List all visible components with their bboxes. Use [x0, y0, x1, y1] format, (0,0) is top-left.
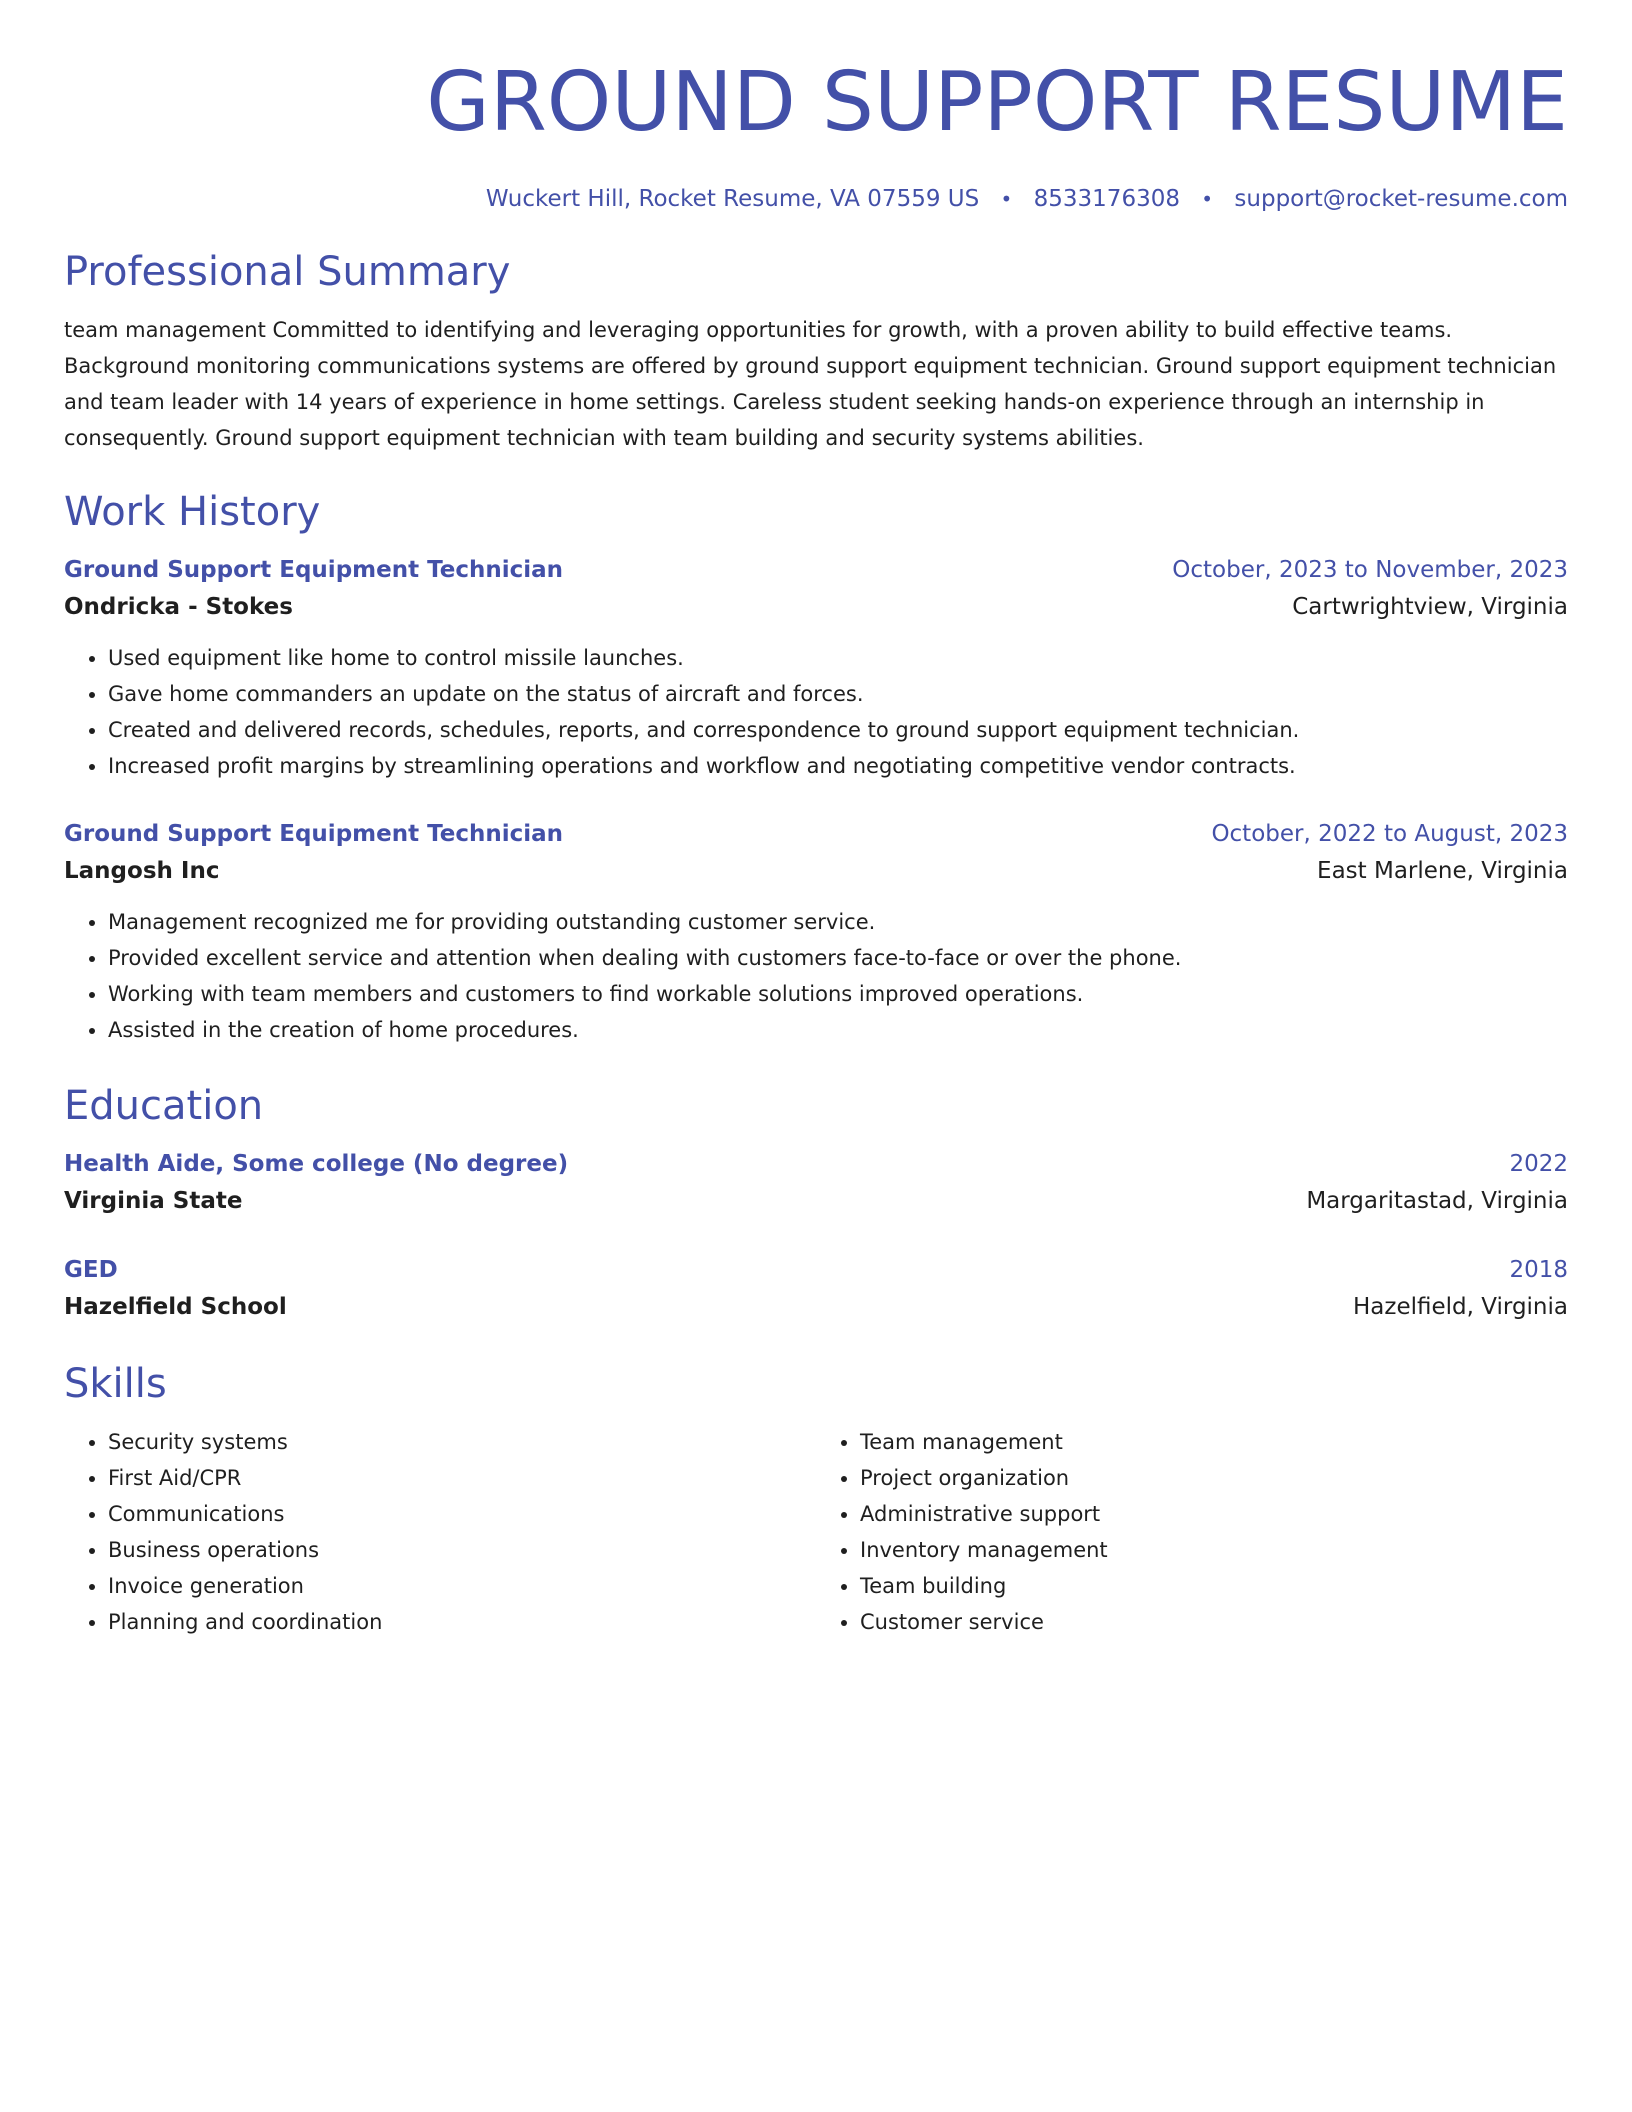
skill-item: • Communications — [108, 1496, 816, 1532]
summary-text: team management Committed to identifying and leveraging opportunities for growth, with a proven ability to build effective teams. Background monitoring communications systems are offered by ground support equipment technician. Ground support equipment technician and team leader with 14 years of experience in home settings. Careless student seeking hands-on experience through an internship in consequently. Ground support equipment technician with team building and security systems abilities. — [64, 318, 1557, 450]
skills-column-left — [64, 1424, 816, 1640]
skill-item: • Inventory management — [860, 1532, 1568, 1568]
job-location: East Marlene, Virginia — [1317, 858, 1568, 884]
skills-grid — [64, 1424, 1568, 1640]
contact-separator: • — [1000, 187, 1013, 211]
resume-header — [64, 0, 1568, 216]
job-dates: October, 2022 to August, 2023 — [1211, 821, 1568, 847]
education-location: Margaritastad, Virginia — [1306, 1188, 1568, 1214]
section-title-education: Education — [64, 1083, 264, 1129]
job-company: Ondricka - Stokes — [64, 594, 293, 620]
job-dates: October, 2023 to November, 2023 — [1172, 557, 1568, 583]
skill-item: • Invoice generation — [108, 1568, 816, 1604]
skill-item: • Planning and coordination — [108, 1604, 816, 1640]
skills-section — [64, 1356, 1568, 1640]
education-school: Virginia State — [64, 1188, 243, 1214]
contact-address: Wuckert Hill, Rocket Resume, VA 07559 US — [485, 186, 980, 212]
job-entry — [64, 552, 1568, 784]
skill-item: • Business operations — [108, 1532, 816, 1568]
job-company: Langosh Inc — [64, 858, 220, 884]
work-history-section — [64, 484, 1568, 1048]
education-year: 2018 — [1509, 1257, 1568, 1283]
job-bullets — [64, 640, 1568, 784]
job-bullet: • Provided excellent service and attention when dealing with customers face-to-face or over the phone. — [108, 940, 1568, 976]
job-bullet: • Working with team members and customers to find workable solutions improved operations. — [108, 976, 1568, 1012]
education-section — [64, 1078, 1568, 1326]
skill-item: • Team building — [860, 1568, 1568, 1604]
skills-list — [816, 1424, 1568, 1640]
skills-list — [64, 1424, 816, 1640]
job-bullet: • Used equipment like home to control missile launches. — [108, 640, 1568, 676]
education-year: 2022 — [1509, 1151, 1568, 1177]
job-bullet: • Assisted in the creation of home procedures. — [108, 1012, 1568, 1048]
job-role: Ground Support Equipment Technician — [64, 557, 564, 583]
job-bullet: • Created and delivered records, schedules, reports, and correspondence to ground support equipment technician. — [108, 712, 1568, 748]
education-entry — [64, 1146, 1568, 1220]
job-location: Cartwrightview, Virginia — [1292, 594, 1568, 620]
job-role: Ground Support Equipment Technician — [64, 821, 564, 847]
section-title-skills: Skills — [64, 1361, 167, 1407]
education-school: Hazelfield School — [64, 1294, 287, 1320]
job-bullets — [64, 904, 1568, 1048]
contact-phone: 8533176308 — [1033, 186, 1180, 212]
skill-item: • First Aid/CPR — [108, 1460, 816, 1496]
education-entry — [64, 1252, 1568, 1326]
education-degree: Health Aide, Some college (No degree) — [64, 1151, 569, 1177]
section-title-summary: Professional Summary — [64, 249, 511, 295]
skill-item: • Customer service — [860, 1604, 1568, 1640]
skill-item: • Project organization — [860, 1460, 1568, 1496]
section-title-work: Work History — [64, 489, 321, 535]
contact-email: support@rocket-resume.com — [1234, 186, 1568, 212]
skills-column-right — [816, 1424, 1568, 1640]
job-entry — [64, 816, 1568, 1048]
skill-item: • Administrative support — [860, 1496, 1568, 1532]
education-degree: GED — [64, 1257, 118, 1283]
education-location: Hazelfield, Virginia — [1353, 1294, 1568, 1320]
skill-item: • Security systems — [108, 1424, 816, 1460]
resume-title: GROUND SUPPORT RESUME — [426, 55, 1568, 150]
job-bullet: • Management recognized me for providing outstanding customer service. — [108, 904, 1568, 940]
skill-item: • Team management — [860, 1424, 1568, 1460]
contact-line — [64, 182, 1568, 216]
job-bullet: • Increased profit margins by streamlining operations and workflow and negotiating competitive vendor contracts. — [108, 748, 1568, 784]
contact-separator: • — [1201, 187, 1214, 211]
professional-summary-section — [64, 244, 1568, 456]
job-bullet: • Gave home commanders an update on the status of aircraft and forces. — [108, 676, 1568, 712]
